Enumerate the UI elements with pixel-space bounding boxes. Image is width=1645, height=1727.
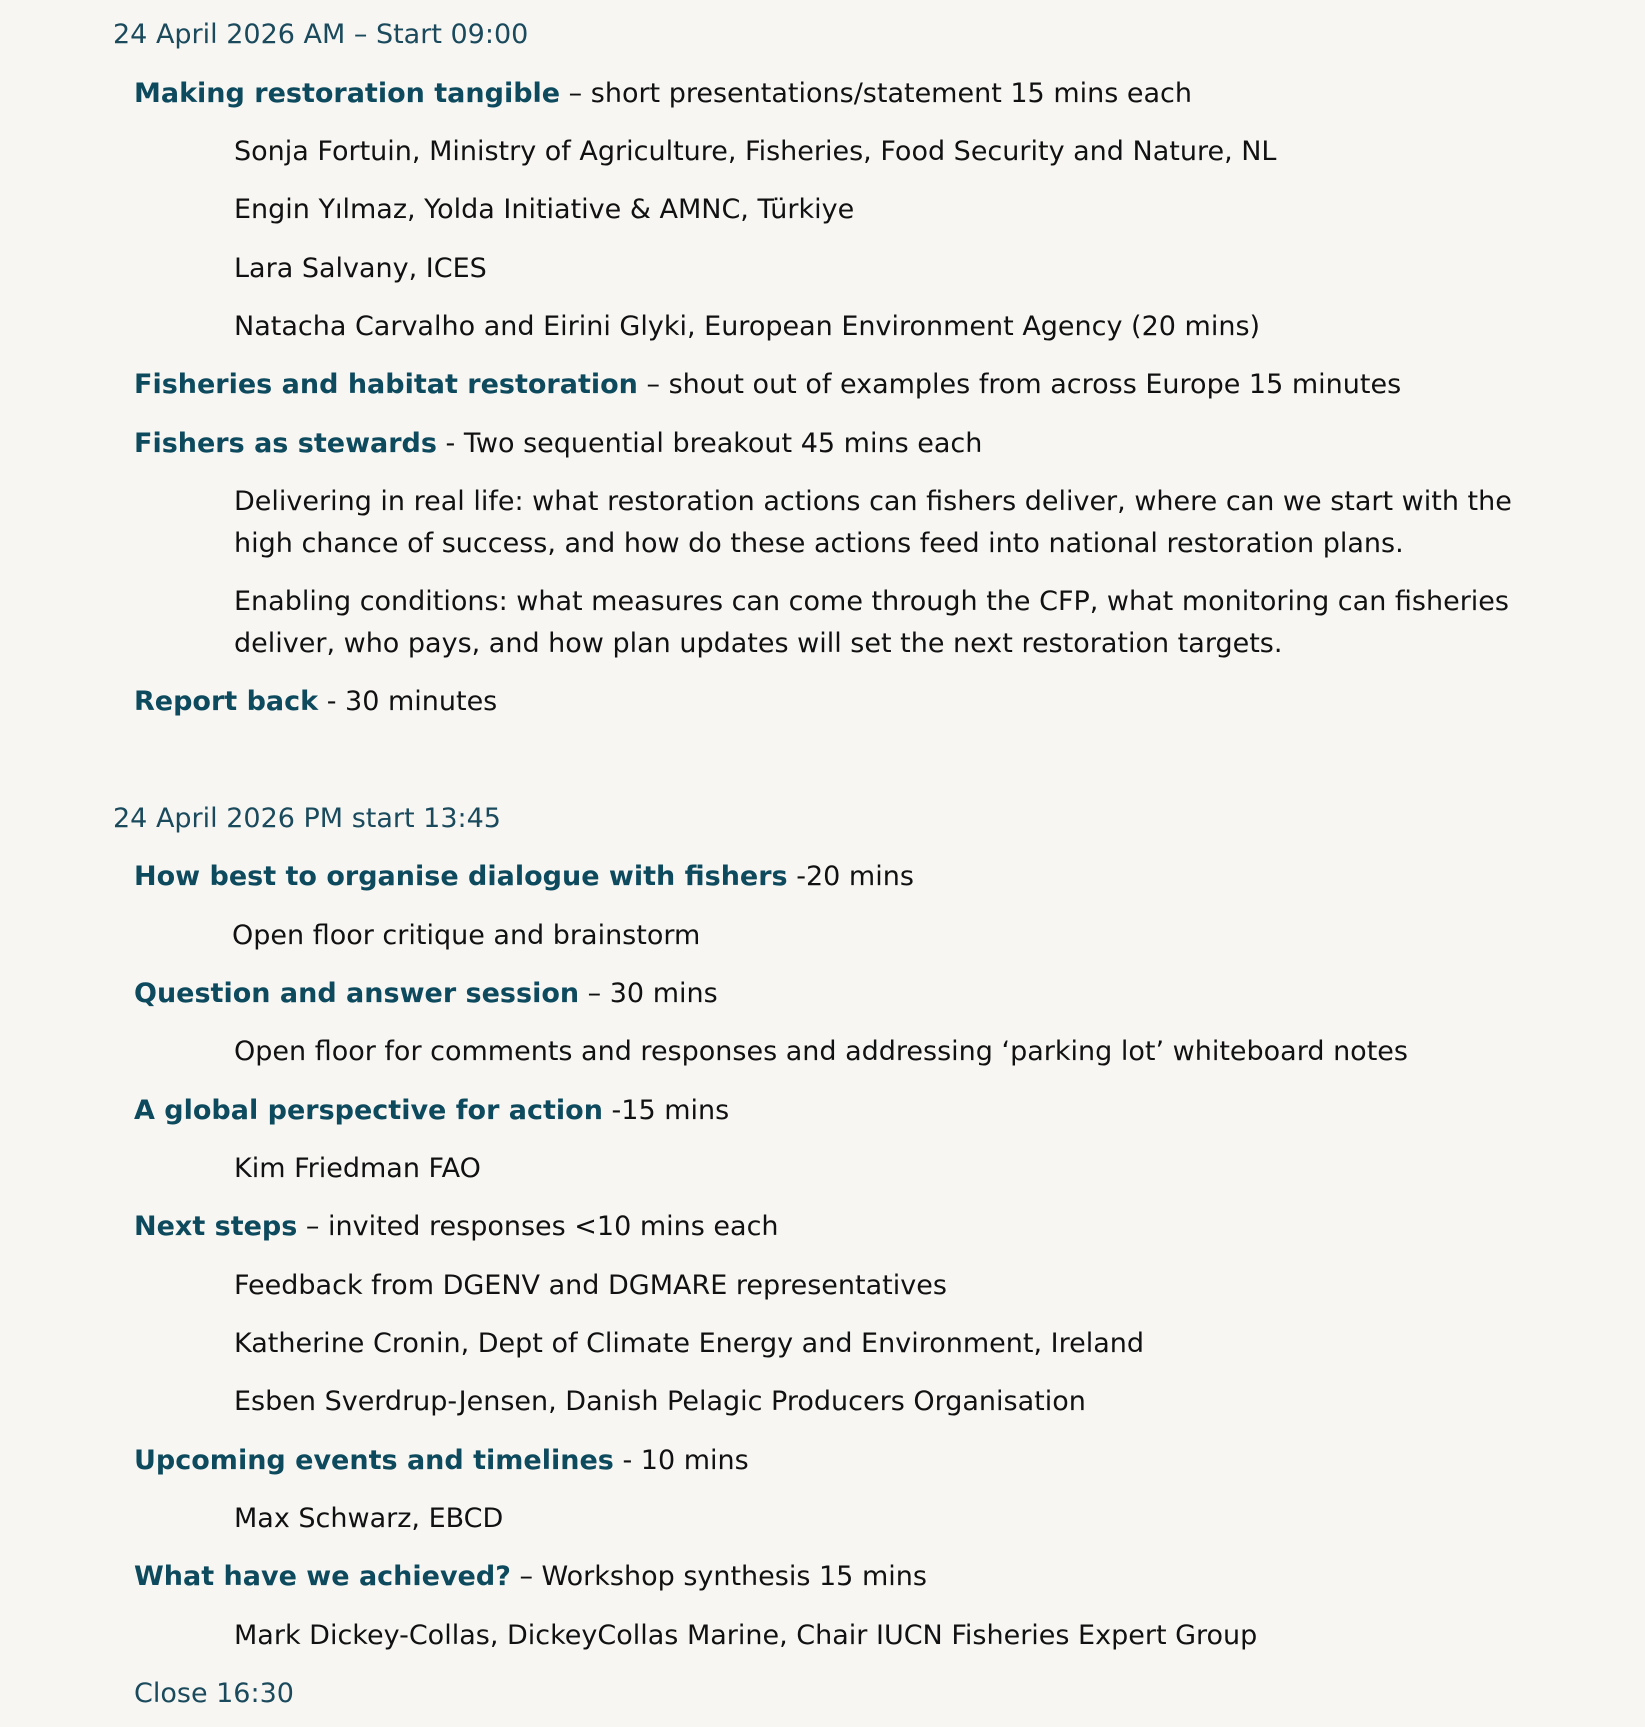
speaker-item: Sonja Fortuin, Ministry of Agriculture, Fisheries, Food Security and Nature, NL	[234, 136, 1277, 167]
close-time: Close 16:30	[134, 1678, 294, 1709]
pm-session-heading: 24 April 2026 PM start 13:45	[113, 803, 501, 834]
agenda-topic	[134, 681, 497, 723]
topic-title: Upcoming events and timelines	[134, 1445, 614, 1476]
agenda-topic	[134, 1206, 779, 1248]
agenda-topic	[134, 73, 1192, 115]
detail-item: Open floor critique and brainstorm	[232, 920, 701, 951]
breakout-item: Delivering in real life: what restoration actions can fishers deliver, where can we start with the high chance of success, and how do these actions feed into national restoration plans.	[234, 486, 1512, 559]
speaker-item: Mark Dickey-Collas, DickeyCollas Marine, Chair IUCN Fisheries Expert Group	[234, 1620, 1258, 1651]
topic-description: - 30 minutes	[318, 686, 498, 717]
speaker-item: Max Schwarz, EBCD	[234, 1503, 504, 1534]
am-session-heading: 24 April 2026 AM – Start 09:00	[113, 19, 529, 50]
speaker-item: Natacha Carvalho and Eirini Glyki, European Environment Agency (20 mins)	[234, 311, 1261, 342]
topic-title: How best to organise dialogue with fishers	[134, 861, 788, 892]
topic-description: - 10 mins	[613, 1445, 749, 1476]
topic-title: Making restoration tangible	[134, 78, 561, 109]
agenda-topic	[134, 1090, 729, 1132]
topic-description: - Two sequential breakout 45 mins each	[436, 428, 983, 459]
topic-description: -15 mins	[602, 1095, 730, 1126]
topic-description: – short presentations/statement 15 mins each	[560, 78, 1192, 109]
agenda-topic	[134, 364, 1401, 406]
topic-description: – invited responses <10 mins each	[297, 1211, 779, 1242]
topic-description: – 30 mins	[579, 978, 718, 1009]
topic-title: Next steps	[134, 1211, 298, 1242]
topic-title: Question and answer session	[134, 978, 580, 1009]
topic-title: A global perspective for action	[134, 1095, 603, 1126]
speaker-item: Kim Friedman FAO	[234, 1153, 481, 1184]
agenda-topic	[134, 1440, 749, 1482]
topic-title: What have we achieved?	[134, 1561, 511, 1592]
speaker-item: Lara Salvany, ICES	[234, 253, 487, 284]
detail-item: Open floor for comments and responses and addressing ‘parking lot’ whiteboard notes	[234, 1036, 1408, 1067]
topic-title: Report back	[134, 686, 319, 717]
speaker-item: Engin Yılmaz, Yolda Initiative & AMNC, Türkiye	[234, 194, 855, 225]
topic-description: – Workshop synthesis 15 mins	[510, 1561, 927, 1592]
agenda-topic	[134, 973, 718, 1015]
agenda-topic	[134, 856, 914, 898]
topic-title: Fisheries and habitat restoration	[134, 369, 638, 400]
speaker-item: Katherine Cronin, Dept of Climate Energy and Environment, Ireland	[234, 1328, 1144, 1359]
topic-description: -20 mins	[787, 861, 914, 892]
speaker-item: Esben Sverdrup-Jensen, Danish Pelagic Producers Organisation	[234, 1386, 1086, 1417]
agenda-topic	[134, 423, 982, 465]
agenda-topic	[134, 1556, 927, 1598]
breakout-item: Enabling conditions: what measures can come through the CFP, what monitoring can fisheries deliver, who pays, and how plan updates will set the next restoration targets.	[234, 586, 1509, 659]
topic-description: – shout out of examples from across Europe 15 minutes	[637, 369, 1402, 400]
topic-title: Fishers as stewards	[134, 428, 437, 459]
speaker-item: Feedback from DGENV and DGMARE representatives	[234, 1270, 947, 1301]
